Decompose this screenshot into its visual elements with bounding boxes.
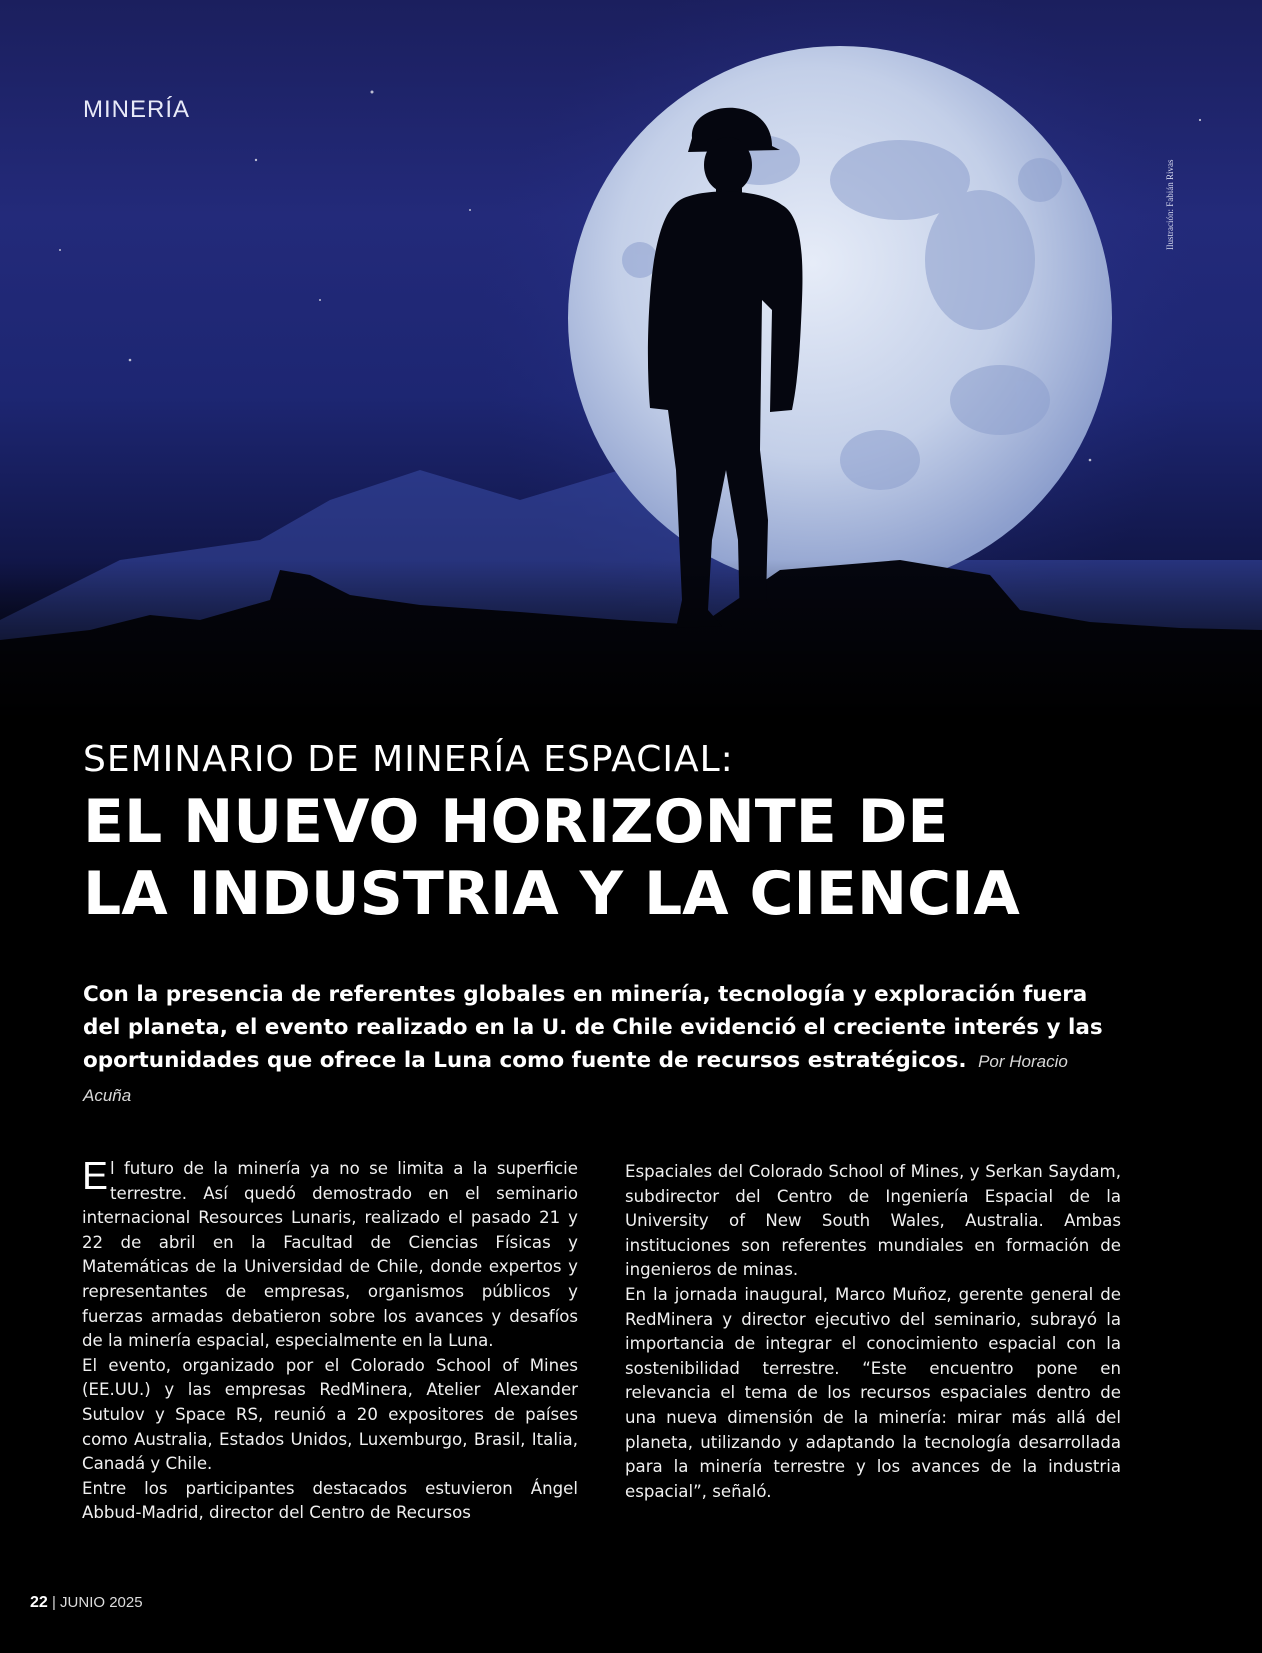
article-headline [83, 786, 1183, 930]
page-number: 22 [30, 1594, 48, 1611]
lede-text: Con la presencia de referentes globales en minería, tecnología y exploración fuera del planeta, el evento realizado en la U. de Chile evidenció el creciente interés y las oportunidades que ofrece la Luna como fuente de recursos estratégicos. [83, 982, 1103, 1073]
byline: Por Horacio Acuña [83, 1052, 1068, 1105]
headline-line-2: LA INDUSTRIA Y LA CIENCIA [83, 859, 1020, 929]
body-paragraph: Entre los participantes destacados estuvieron Ángel Abbud-Madrid, director del Centro de Recursos [82, 1478, 578, 1523]
drop-cap: E [82, 1155, 109, 1198]
body-paragraph: Espaciales del Colorado School of Mines, y Serkan Saydam, subdirector del Centro de Ingeniería Espacial de la University of New South Wales, Australia. Ambas instituciones son referentes mundiales en formación de ingenieros de minas. [625, 1162, 1121, 1280]
page-footer [30, 1594, 143, 1612]
body-column-left [82, 1157, 578, 1526]
article-lede [83, 978, 1115, 1112]
body-paragraph: El evento, organizado por el Colorado School of Mines (EE.UU.) y las empresas RedMinera, Atelier Alexander Sutulov y Space RS, reunió a 20 expositores de países como Australia, Estados Unidos, Luxemburgo, Brasil, Italia, Canadá y Chile. [82, 1355, 578, 1474]
illustration-credit: Ilustración: Fabián Rivas [1165, 159, 1175, 250]
section-label: MINERÍA [83, 96, 191, 123]
footer-separator: | [51, 1594, 56, 1611]
article-title-block [83, 738, 1183, 930]
issue-date: JUNIO 2025 [60, 1594, 143, 1611]
headline-line-1: EL NUEVO HORIZONTE DE [83, 787, 949, 857]
paragraph-text: l futuro de la minería ya no se limita a la superficie terrestre. Así quedó demostrado en el seminario internacional Resources Lunaris, realizado el pasado 21 y 22 de abril en la Facultad de Ciencias Físicas y Matemáticas de la Universidad de Chile, donde expertos y representantes de empresas, organismos públicos y fuerzas armadas debatieron sobre los avances y desafíos de la minería espacial, especialmente en la Luna. [82, 1159, 578, 1351]
body-column-right [625, 1160, 1121, 1504]
article-kicker: SEMINARIO DE MINERÍA ESPACIAL: [83, 739, 734, 780]
body-paragraph [82, 1157, 578, 1354]
hero-bottom-fade [0, 560, 1262, 720]
body-paragraph: En la jornada inaugural, Marco Muñoz, gerente general de RedMinera y director ejecutivo del seminario, subrayó la importancia de integrar el conocimiento espacial con la sostenibilidad terrestre. “Este encuentro pone en relevancia el tema de los recursos espaciales dentro de una nueva dimensión de la minería: mirar más allá del planeta, utilizando y adaptando la tecnología desarrollada para la minería terrestre y los avances de la industria espacial”, señaló. [625, 1284, 1121, 1501]
hero-illustration [0, 0, 1262, 720]
